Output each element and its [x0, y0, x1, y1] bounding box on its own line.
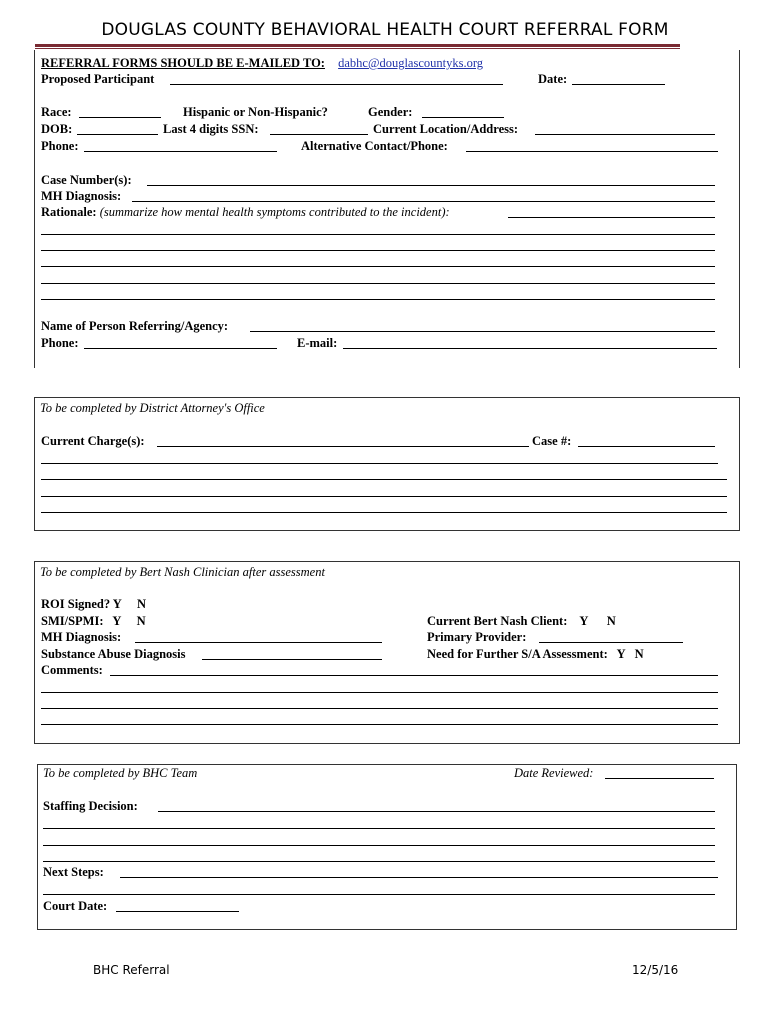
next-steps-field[interactable]	[120, 877, 718, 878]
da-section	[34, 397, 740, 531]
date-reviewed-label: Date Reviewed:	[514, 766, 594, 780]
sa-diagnosis-field[interactable]	[202, 659, 382, 660]
alt-phone-label: Alternative Contact/Phone:	[301, 139, 448, 153]
email-instruction	[41, 56, 483, 71]
clinician-mh-field[interactable]	[135, 642, 382, 643]
ssn-field[interactable]	[270, 134, 368, 135]
rationale-line[interactable]	[41, 234, 715, 235]
staffing-field[interactable]	[158, 811, 715, 812]
participant-field[interactable]	[170, 84, 503, 85]
title-rule-thin	[35, 48, 680, 49]
footer-date: 12/5/16	[632, 963, 679, 977]
primary-provider-label: Primary Provider:	[427, 630, 527, 644]
comments-label: Comments:	[41, 663, 103, 677]
primary-provider-field[interactable]	[539, 642, 683, 643]
dob-label: DOB:	[41, 122, 73, 136]
rationale-label-text: Rationale:	[41, 205, 97, 219]
rationale-field[interactable]	[508, 217, 715, 218]
date-label: Date:	[538, 72, 568, 86]
clinician-heading: To be completed by Bert Nash Clinician after assessment	[40, 565, 325, 579]
staffing-label: Staffing Decision:	[43, 799, 138, 813]
comments-line[interactable]	[41, 708, 718, 709]
case-number-label: Case Number(s):	[41, 173, 132, 187]
charges-line[interactable]	[41, 463, 718, 464]
sa-diagnosis-label: Substance Abuse Diagnosis	[41, 647, 186, 661]
participant-label: Proposed Participant	[41, 72, 155, 86]
footer-left: BHC Referral	[93, 963, 170, 977]
race-field[interactable]	[79, 117, 161, 118]
staffing-line[interactable]	[43, 828, 715, 829]
comments-field[interactable]	[110, 675, 718, 676]
staffing-line[interactable]	[43, 845, 715, 846]
roi-signed: ROI Signed? Y N	[41, 597, 146, 611]
team-section	[37, 764, 737, 930]
date-field[interactable]	[572, 84, 665, 85]
race-label: Race:	[41, 105, 72, 119]
gender-field[interactable]	[422, 117, 504, 118]
dob-field[interactable]	[77, 134, 158, 135]
smi-spmi: SMI/SPMI: Y N	[41, 614, 146, 628]
phone-label: Phone:	[41, 139, 79, 153]
gender-label: Gender:	[368, 105, 413, 119]
staffing-line[interactable]	[43, 861, 715, 862]
alt-phone-field[interactable]	[466, 151, 718, 152]
team-heading: To be completed by BHC Team	[43, 766, 198, 780]
date-reviewed-field[interactable]	[605, 778, 714, 779]
title-rule	[35, 44, 680, 47]
court-date-label: Court Date:	[43, 899, 108, 913]
hispanic-label: Hispanic or Non-Hispanic?	[183, 105, 328, 119]
charges-field[interactable]	[157, 446, 529, 447]
mh-diagnosis-field[interactable]	[132, 201, 715, 202]
current-client: Current Bert Nash Client: Y N	[427, 614, 616, 628]
location-field[interactable]	[535, 134, 715, 135]
ssn-label: Last 4 digits SSN:	[163, 122, 259, 136]
charges-label: Current Charge(s):	[41, 434, 145, 448]
court-date-field[interactable]	[116, 911, 239, 912]
charges-line[interactable]	[41, 496, 727, 497]
case-number-field[interactable]	[147, 185, 715, 186]
referrer-phone-field[interactable]	[84, 348, 277, 349]
phone-field[interactable]	[84, 151, 277, 152]
charges-line[interactable]	[41, 479, 727, 480]
rationale-line[interactable]	[41, 299, 715, 300]
referral-email-link[interactable]: dabhc@douglascountyks.org	[338, 56, 484, 70]
referrer-field[interactable]	[250, 331, 715, 332]
da-case-field[interactable]	[578, 446, 715, 447]
email-instruction-label: REFERRAL FORMS SHOULD BE E-MAILED TO:	[41, 56, 325, 70]
referrer-phone-label: Phone:	[41, 336, 79, 350]
referrer-email-field[interactable]	[343, 348, 717, 349]
next-steps-label: Next Steps:	[43, 865, 104, 879]
da-heading: To be completed by District Attorney's Office	[40, 401, 265, 415]
comments-line[interactable]	[41, 724, 718, 725]
referrer-email-label: E-mail:	[297, 336, 338, 350]
rationale-line[interactable]	[41, 266, 715, 267]
rationale-hint: (summarize how mental health symptoms contributed to the incident):	[99, 205, 450, 219]
clinician-mh-label: MH Diagnosis:	[41, 630, 122, 644]
need-sa-assessment: Need for Further S/A Assessment: Y N	[427, 647, 644, 661]
rationale-line[interactable]	[41, 250, 715, 251]
charges-line[interactable]	[41, 512, 727, 513]
comments-line[interactable]	[41, 692, 718, 693]
mh-diagnosis-label: MH Diagnosis:	[41, 189, 122, 203]
form-title: DOUGLAS COUNTY BEHAVIORAL HEALTH COURT REFERRAL FORM	[101, 20, 669, 40]
da-case-label: Case #:	[532, 434, 572, 448]
location-label: Current Location/Address:	[373, 122, 519, 136]
rationale-label	[41, 205, 450, 220]
next-steps-line[interactable]	[43, 894, 715, 895]
referrer-label: Name of Person Referring/Agency:	[41, 319, 229, 333]
rationale-line[interactable]	[41, 283, 715, 284]
